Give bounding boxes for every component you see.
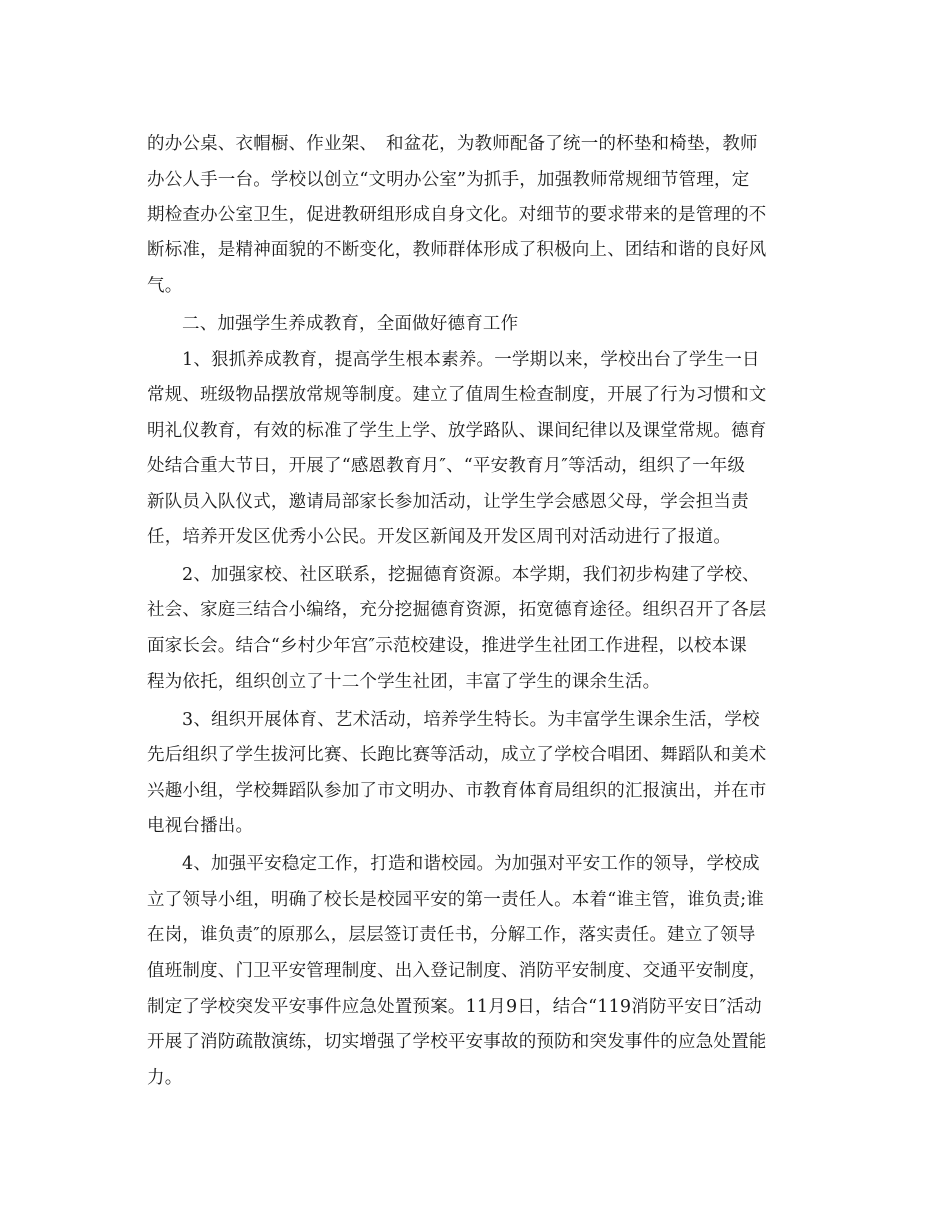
text-line: 立了领导小组，明确了校长是校园平安的第一责任人。本着“谁主管，谁负责;谁: [147, 890, 765, 910]
paragraph-start: 4、加强平安稳定工作，打造和谐校园。为加强对平安工作的领导，学校成: [182, 854, 760, 874]
text-line: 力。: [147, 1068, 183, 1088]
paragraph-start: 1、狠抓养成教育，提高学生根本素养。一学期以来，学校出台了学生一日: [182, 350, 760, 370]
text-line: 明礼仪教育，有效的标准了学生上学、放学路队、课间纪律以及课堂常规。德育: [147, 421, 767, 441]
text-line: 的办公桌、衣帽橱、作业架、 和盆花，为教师配备了统一的杯垫和椅垫，教师: [147, 134, 758, 154]
text-line: 制定了学校突发平安事件应急处置预案。11月9日，结合“119消防平安日″活动: [147, 997, 762, 1017]
text-line: 任，培养开发区优秀小公民。开发区新闻及开发区周刊对活动进行了报道。: [147, 527, 732, 547]
text-line: 气。: [147, 276, 183, 296]
section-heading: 二、加强学生养成教育，全面做好德育工作: [182, 314, 519, 334]
text-line: 处结合重大节日，开展了“感恩教育月″、“平安教育月″等活动，组织了一年级: [147, 456, 746, 476]
text-line: 面家长会。结合“乡村少年宫″示范校建设，推进学生社团工作进程，以校本课: [147, 636, 747, 656]
paragraph-start: 2、加强家校、社区联系，挖掘德育资源。本学期，我们初步构建了学校、: [182, 565, 760, 585]
text-line: 社会、家庭三结合小编络，充分挖掘德育资源，拓宽德育途径。组织召开了各层: [147, 600, 767, 620]
text-line: 办公人手一台。学校以创立“文明办公室”为抓手，加强教师常规细节管理，定: [147, 170, 750, 190]
text-line: 断标准，是精神面貌的不断变化，教师群体形成了积极向上、团结和谐的良好风: [147, 240, 767, 260]
text-line: 开展了消防疏散演练，切实增强了学校平安事故的预防和突发事件的应急处置能: [147, 1032, 767, 1052]
text-line: 程为依托，组织创立了十二个学生社团，丰富了学生的课余生活。: [147, 672, 661, 692]
text-line: 新队员入队仪式，邀请局部家长参加活动，让学生学会感恩父母，学会担当责: [147, 492, 749, 512]
text-line: 值班制度、门卫平安管理制度、出入登记制度、消防平安制度、交通平安制度，: [147, 961, 767, 981]
text-line: 先后组织了学生拔河比赛、长跑比赛等活动，成立了学校合唱团、舞蹈队和美术: [147, 745, 767, 765]
text-line: 在岗，谁负责″的原那么，层层签订责任书，分解工作，落实责任。建立了领导: [147, 925, 756, 945]
text-line: 期检查办公室卫生，促进教研组形成自身文化。对细节的要求带来的是管理的不: [147, 205, 767, 225]
text-line: 兴趣小组，学校舞蹈队参加了市文明办、市教育体育局组织的汇报演出，并在市: [147, 781, 767, 801]
paragraph-start: 3、组织开展体育、艺术活动，培养学生特长。为丰富学生课余生活，学校: [182, 710, 760, 730]
text-line: 常规、班级物品摆放常规等制度。建立了值周生检查制度，开展了行为习惯和文: [147, 385, 767, 405]
text-line: 电视台播出。: [147, 816, 254, 836]
